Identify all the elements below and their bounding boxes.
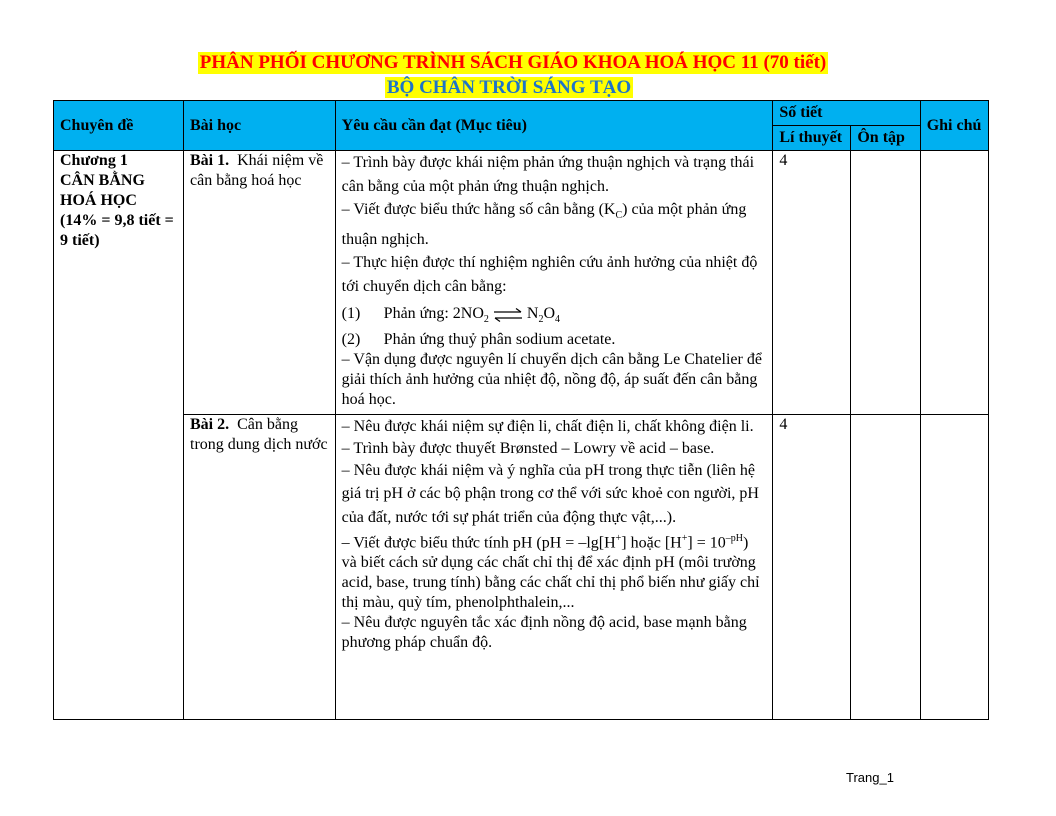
note-cell (920, 415, 988, 720)
chapter-line: CÂN BẰNG (60, 172, 145, 189)
reaction-text (384, 304, 560, 330)
requirement-item (342, 529, 767, 613)
note-cell (920, 151, 988, 415)
reaction-item (342, 304, 767, 330)
review-periods (851, 151, 920, 415)
page-number: Trang_1 (846, 770, 894, 785)
document-subtitle: BỘ CHÂN TRỜI SÁNG TẠO (386, 77, 632, 98)
reaction-number: (1) (341, 305, 361, 323)
header-review: Ôn tập (851, 126, 920, 151)
subscript: 2 (483, 314, 489, 326)
reaction-part: N (526, 305, 539, 323)
requirement-item: – Trình bày được khái niệm phản ứng thuận nghịch và trạng thái cân bằng của một phản ứng thuận nghịch. (341, 154, 755, 195)
equilibrium-arrow-icon (493, 308, 523, 322)
lesson-name: Khái niệm về cân bằng hoá học (190, 152, 324, 189)
header-periods: Số tiết (773, 101, 920, 126)
requirement-item: – Trình bày được thuyết Brønsted – Lowry về acid – base. (341, 439, 715, 457)
superscript: + (681, 533, 688, 544)
requirement-item: – Nêu được nguyên tắc xác định nồng độ acid, base mạnh bằng phương pháp chuẩn độ. (341, 614, 747, 652)
requirement-item (342, 198, 767, 251)
header-requirement: Yêu cầu cần đạt (Mục tiêu) (335, 101, 773, 151)
theory-periods: 4 (773, 415, 851, 720)
requirement-item: – Thực hiện được thí nghiệm nghiên cứu ảnh hưởng của nhiệt độ tới chuyển dịch cân bằng: (341, 254, 758, 295)
requirement-item: – Vận dụng được nguyên lí chuyển dịch cân bằng Le Chatelier để giải thích ảnh hưởng của nhiệt độ, nồng độ, áp suất đến cân bằng hoá học. (341, 351, 762, 409)
document-title: PHÂN PHỐI CHƯƠNG TRÌNH SÁCH GIÁO KHOA HOÁ HỌC 11 (70 tiết) (199, 52, 827, 73)
requirement-text: – Viết được biểu thức hằng số cân bằng (K (341, 201, 616, 218)
superscript: –pH (725, 533, 743, 544)
requirement-item: – Nêu được khái niệm sự điện li, chất điện li, chất không điện li. (341, 418, 754, 435)
requirement-cell (335, 151, 773, 415)
requirement-text: ) và biết cách sử dụng các chất chỉ thị để xác định pH (môi trường acid, base, trung tính) bằng các chất chỉ thị phổ biến như giấy chỉ thị màu, quỳ tím, phenolphthalein,... (341, 534, 760, 612)
requirement-text: ) của một phản ứng thuận nghịch. (341, 201, 747, 248)
header-theory: Lí thuyết (773, 126, 851, 151)
chapter-line: (14% = 9,8 tiết = (60, 212, 174, 229)
reaction-part: O (543, 305, 556, 323)
review-periods (851, 415, 920, 720)
table-row (54, 151, 989, 415)
curriculum-table (53, 100, 989, 720)
subscript: C (615, 210, 623, 222)
header-lesson: Bài học (184, 101, 336, 151)
subscript: 4 (555, 314, 561, 326)
requirement-text: ] hoặc [H (621, 534, 682, 552)
chapter-line: 9 tiết) (60, 232, 100, 249)
table-row (54, 415, 989, 720)
reaction-number: (2) (341, 331, 361, 349)
lesson-cell (184, 151, 336, 415)
reaction-text: Phản ứng thuỷ phân sodium acetate. (383, 331, 616, 349)
title-container (0, 52, 1056, 74)
header-note: Ghi chú (920, 101, 988, 151)
lesson-cell (184, 415, 336, 720)
requirement-cell (335, 415, 773, 720)
requirement-text: – Viết được biểu thức tính pH (pH = –lg[H (341, 534, 616, 552)
reaction-part: Phản ứng: 2NO (383, 305, 484, 323)
subtitle-container (0, 77, 1056, 98)
requirement-item: – Nêu được khái niệm và ý nghĩa của pH trong thực tiễn (liên hệ giá trị pH ở các bộ phận trong cơ thể với sức khoẻ con người, pH của đất, nước tới sự phát triển của động thực vật,...). (341, 461, 759, 526)
chapter-line: HOÁ HỌC (60, 192, 137, 209)
header-row (54, 101, 989, 126)
lesson-number: Bài 2. (190, 416, 230, 433)
reaction-item (342, 330, 767, 350)
chapter-cell (54, 151, 184, 720)
requirement-text: ] = 10 (687, 534, 726, 552)
subscript: 2 (538, 314, 544, 326)
superscript: + (615, 533, 622, 544)
chapter-line: Chương 1 (60, 152, 128, 169)
header-topic: Chuyên đề (54, 101, 184, 151)
theory-periods: 4 (773, 151, 851, 415)
lesson-number: Bài 1. (190, 152, 230, 169)
lesson-name: Cân bằng trong dung dịch nước (190, 416, 328, 453)
